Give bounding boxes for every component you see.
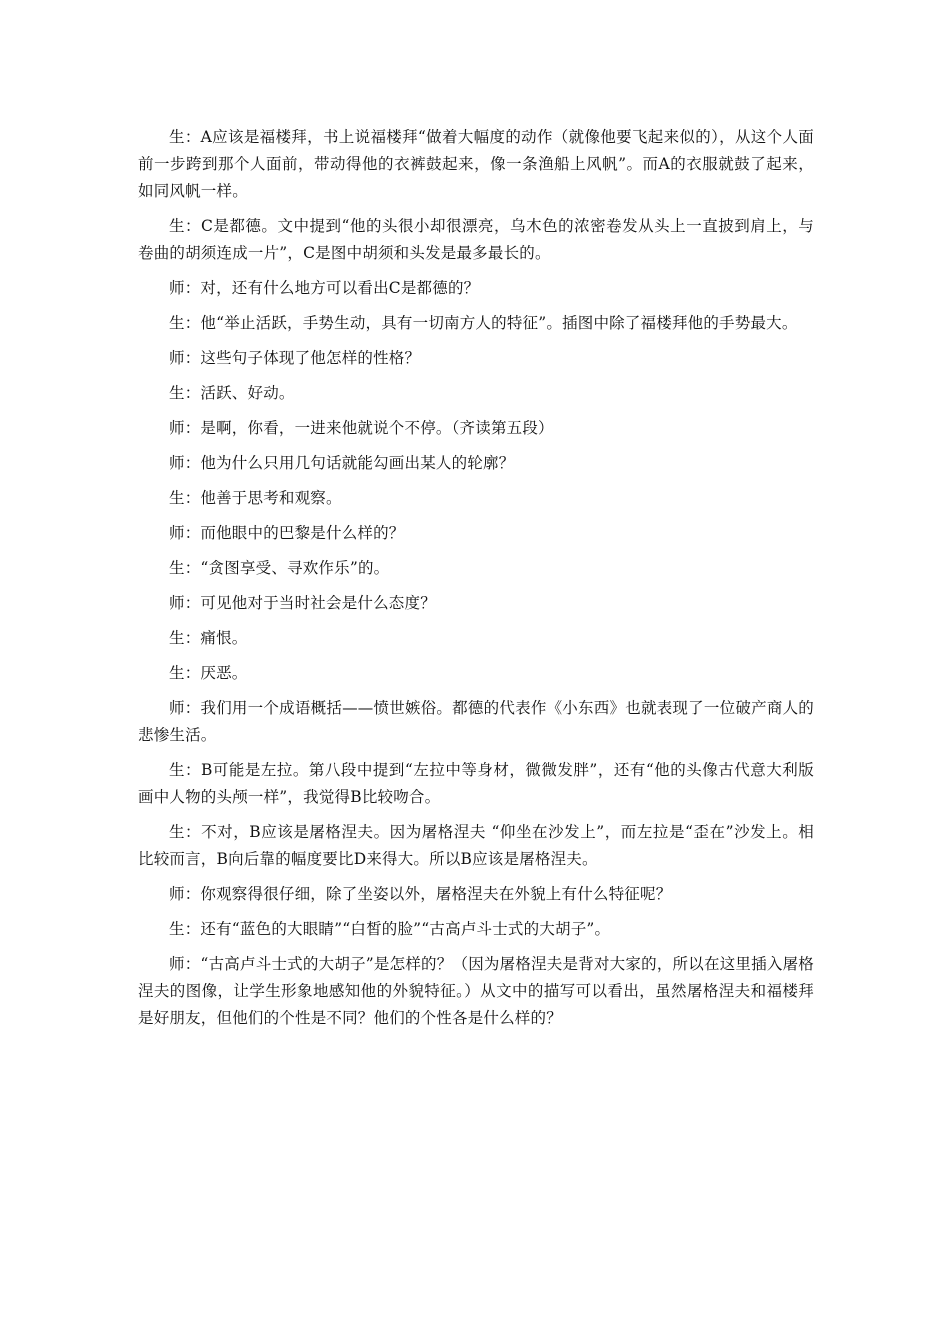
paragraph: 生：厌恶。 <box>169 664 248 682</box>
paragraph: 生：A应该是福楼拜，书上说福楼拜“做着大幅度的动作（就像他要飞起来似的），从这个人面前一步跨到那个人面前，带动得他的衣裤鼓起来，像一条渔船上风帆”。而A的衣服就鼓了起来，如同风帆一样。 <box>138 128 814 200</box>
paragraph: 师：而他眼中的巴黎是什么样的？ <box>169 524 405 542</box>
paragraph: 师：这些句子体现了他怎样的性格？ <box>169 349 421 367</box>
paragraph: 生：活跃、好动。 <box>169 384 295 402</box>
paragraph: 生：“贪图享受、寻欢作乐”的。 <box>169 559 390 577</box>
paragraph: 生：不对，B应该是屠格涅夫。因为屠格涅夫 “仰坐在沙发上”，而左拉是“歪在”沙发上。相比较而言，B向后靠的幅度要比D来得大。所以B应该是屠格涅夫。 <box>138 823 814 868</box>
paragraph: 师：是啊，你看，一进来他就说个不停。（齐读第五段） <box>169 419 554 437</box>
paragraph: 生：他“举止活跃，手势生动，具有一切南方人的特征”。插图中除了福楼拜他的手势最大。 <box>169 314 798 332</box>
paragraph: 生：B可能是左拉。第八段中提到“左拉中等身材，微微发胖”，还有“他的头像古代意大利版画中人物的头颅一样”，我觉得B比较吻合。 <box>138 761 814 806</box>
paragraph: 师：他为什么只用几句话就能勾画出某人的轮廓？ <box>169 454 515 472</box>
paragraph: 师：对，还有什么地方可以看出C是都德的？ <box>169 279 480 297</box>
paragraph: 师：可见他对于当时社会是什么态度？ <box>169 594 436 612</box>
paragraph: 生：痛恨。 <box>169 629 248 647</box>
document-body <box>138 124 814 1040</box>
paragraph: 生：他善于思考和观察。 <box>169 489 342 507</box>
paragraph: 师：“古高卢斗士式的大胡子”是怎样的？（因为屠格涅夫是背对大家的，所以在这里插入屠格涅夫的图像，让学生形象地感知他的外貌特征。）从文中的描写可以看出，虽然屠格涅夫和福楼拜是好朋友，但他们的个性是不同？他们的个性各是什么样的？ <box>138 955 814 1027</box>
paragraph: 生：还有“蓝色的大眼睛”“白皙的脸”“古高卢斗士式的大胡子”。 <box>169 920 611 938</box>
paragraph: 生：C是都德。文中提到“他的头很小却很漂亮，乌木色的浓密卷发从头上一直披到肩上，与卷曲的胡须连成一片”，C是图中胡须和头发是最多最长的。 <box>138 217 814 262</box>
paragraph: 师：你观察得很仔细，除了坐姿以外，屠格涅夫在外貌上有什么特征呢？ <box>169 885 672 903</box>
paragraph: 师：我们用一个成语概括——愤世嫉俗。都德的代表作《小东西》也就表现了一位破产商人的悲惨生活。 <box>138 699 814 744</box>
